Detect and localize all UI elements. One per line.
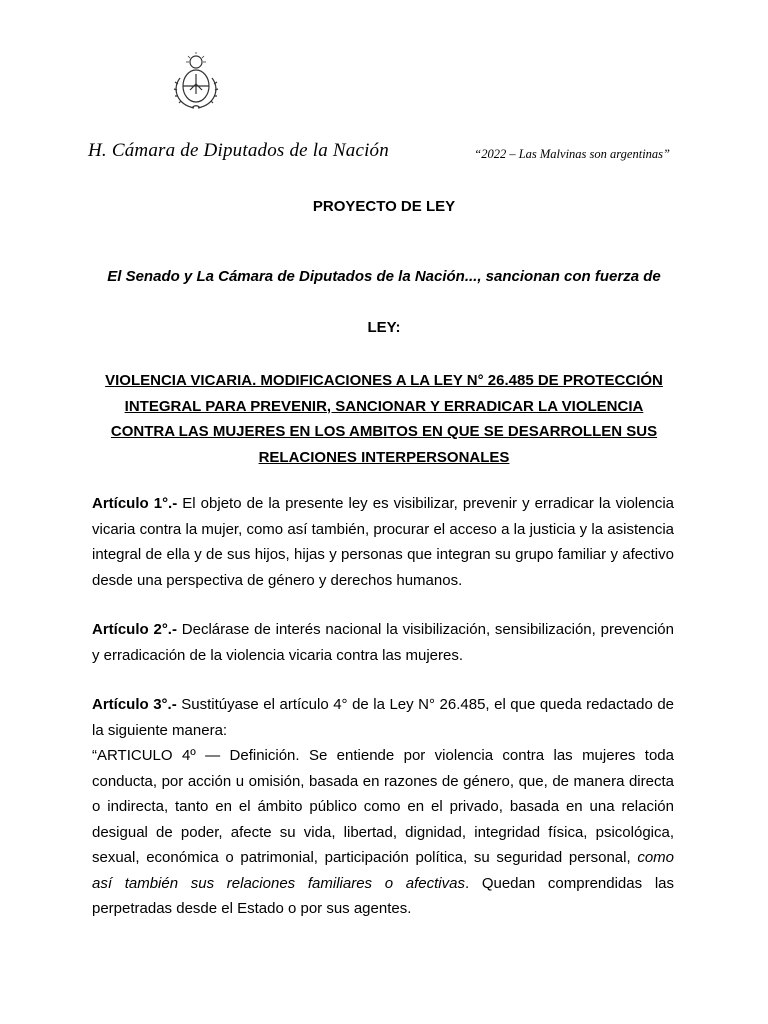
- enacting-clause: El Senado y La Cámara de Diputados de la Nación..., sancionan con fuerza de: [107, 268, 661, 285]
- ley-heading: LEY:: [367, 319, 401, 336]
- national-seal-icon: [168, 50, 224, 112]
- article-3: [92, 692, 674, 922]
- article-1-label: Artículo 1°.-: [92, 495, 178, 512]
- law-title: [90, 368, 678, 470]
- article-4-quote-italic: como así también sus relaciones familiares o afectivas: [92, 849, 674, 892]
- article-4-quote: “ARTICULO 4º — Definición. Se entiende por violencia contra las mujeres toda conducta, por acción u omisión, basada en razones de género, que, de manera directa o indirecta, tanto en el ámbito público como en el privado, basada en una relación desigual de poder, afecte su vida, libertad, dignidad, integridad física, psicológica, sexual, económica o patrimonial, participación política, su seguridad personal,: [92, 747, 674, 866]
- article-2: [92, 617, 674, 668]
- article-1: [92, 491, 674, 593]
- law-title-line: RELACIONES INTERPERSONALES: [258, 448, 510, 466]
- year-motto: “2022 – Las Malvinas son argentinas”: [474, 147, 670, 161]
- law-title-line: CONTRA LAS MUJERES EN LOS AMBITOS EN QUE SE DESARROLLEN SUS: [110, 423, 658, 440]
- article-2-text: Declárase de interés nacional la visibilización, sensibilización, prevención y erradicación de la violencia vicaria contra las mujeres.: [92, 621, 674, 664]
- law-title-line: VIOLENCIA VICARIA. MODIFICACIONES A LA LEY N° 26.485 DE PROTECCIÓN: [105, 372, 663, 389]
- article-4-quote-end: . Quedan comprendidas las perpetradas desde el Estado o por sus agentes.: [92, 874, 674, 917]
- article-3-text: Sustitúyase el artículo 4° de la Ley N° 26.485, el que queda redactado de la siguiente manera:: [92, 696, 675, 739]
- article-2-label: Artículo 2°.-: [92, 621, 177, 638]
- document-type: PROYECTO DE LEY: [312, 198, 456, 215]
- article-3-label: Artículo 3°.-: [92, 696, 177, 713]
- law-title-line: INTEGRAL PARA PREVENIR, SANCIONAR Y ERRADICAR LA VIOLENCIA: [124, 397, 644, 415]
- chamber-header: H. Cámara de Diputados de la Nación: [88, 140, 389, 161]
- article-1-text: El objeto de la presente ley es visibilizar, prevenir y erradicar la violencia vicaria contra la mujer, como así también, procurar el acceso a la justicia y la asistencia integral de ella y de sus hijos, hijas y personas que integran su grupo familiar y afectivo desde una perspectiva de género y derechos humanos.: [92, 495, 674, 589]
